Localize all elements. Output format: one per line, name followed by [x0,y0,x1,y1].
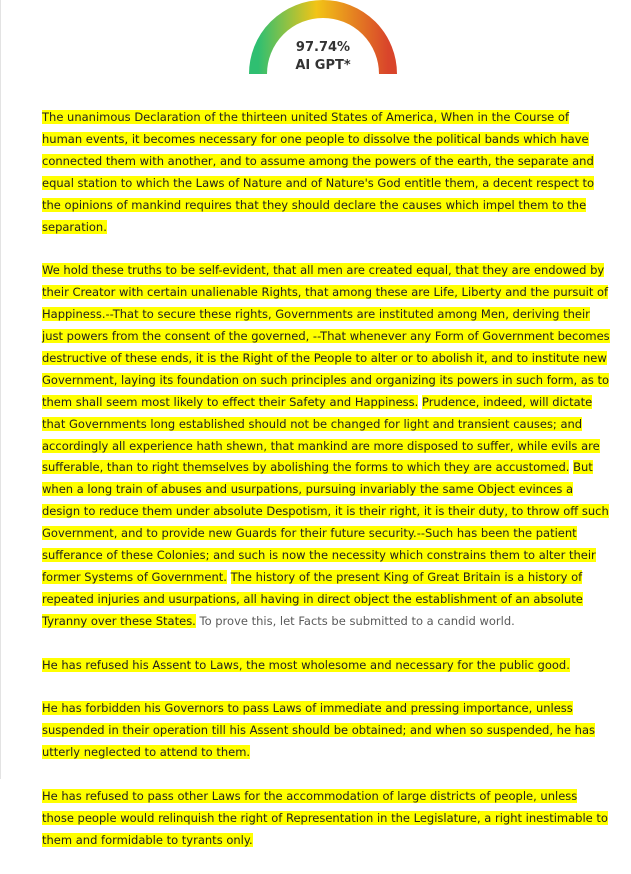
document-paragraph [42,786,610,852]
document-paragraph [42,698,610,764]
document-paragraph [42,107,610,238]
ai-highlighted-sentence: Prudence, indeed, will dictate that Governments long established should not be changed for light and transient causes; and accordingly all experience hath shewn, that mankind are more disposed to suffer, while evils are sufferable, than to right themselves by abolishing the forms to which they are accustomed. [42,394,600,475]
ai-score-label: AI GPT* [295,58,351,73]
ai-highlighted-sentence: The unanimous Declaration of the thirteen united States of America, When in the Course of human events, it becomes necessary for one people to dissolve the political bands which have connected them with another, and to assume among the powers of the earth, the separate and equal station to which the Laws of Nature and of Nature's God entitle them, a decent respect to the opinions of mankind requires that they should declare the causes which impel them to the separation. [42,110,595,234]
ai-score-percent: 97.74% [295,40,351,55]
document-paragraph [42,260,610,632]
ai-highlighted-sentence: We hold these truths to be self-evident, that all men are created equal, that they are endowed by their Creator with certain unalienable Rights, that among these are Life, Liberty and the pursuit of Happiness.--That to secure these rights, Governments are instituted among Men, deriving their just powers from the consent of the governed, --That whenever any Form of Government becomes destructive of these ends, it is the Right of the People to alter or to abolish it, and to institute new Government, laying its foundation on such principles and organizing its powers in such form, as to them shall seem most likely to effect their Safety and Happiness. [42,263,610,409]
plain-sentence: To prove this, let Facts be submitted to a candid world. [195,613,515,628]
analyzed-document [42,107,610,874]
ai-highlighted-sentence: He has refused his Assent to Laws, the most wholesome and necessary for the public good. [42,657,570,672]
document-paragraph [42,655,610,677]
page-left-border [0,0,1,779]
ai-score-gauge [248,0,398,80]
ai-highlighted-sentence: He has refused to pass other Laws for the accommodation of large districts of people, unless those people would relinquish the right of Representation in the Legislature, a right inestimable to them and formidable to tyrants only. [42,789,608,847]
ai-highlighted-sentence: The history of the present King of Great Britain is a history of repeated injuries and usurpations, all having in direct object the establishment of an absolute Tyranny over these States. [42,570,583,628]
ai-highlighted-sentence: But when a long train of abuses and usurpations, pursuing invariably the same Object evinces a design to reduce them under absolute Despotism, it is their right, it is their duty, to throw off such Government, and to provide new Guards for their future security.--Such has been the patient sufferance of these Colonies; and such is now the necessity which constrains them to alter their former Systems of Government. [42,460,609,585]
ai-highlighted-sentence: He has forbidden his Governors to pass Laws of immediate and pressing importance, unless suspended in their operation till his Assent should be obtained; and when so suspended, he has utterly neglected to attend to them. [42,701,596,760]
